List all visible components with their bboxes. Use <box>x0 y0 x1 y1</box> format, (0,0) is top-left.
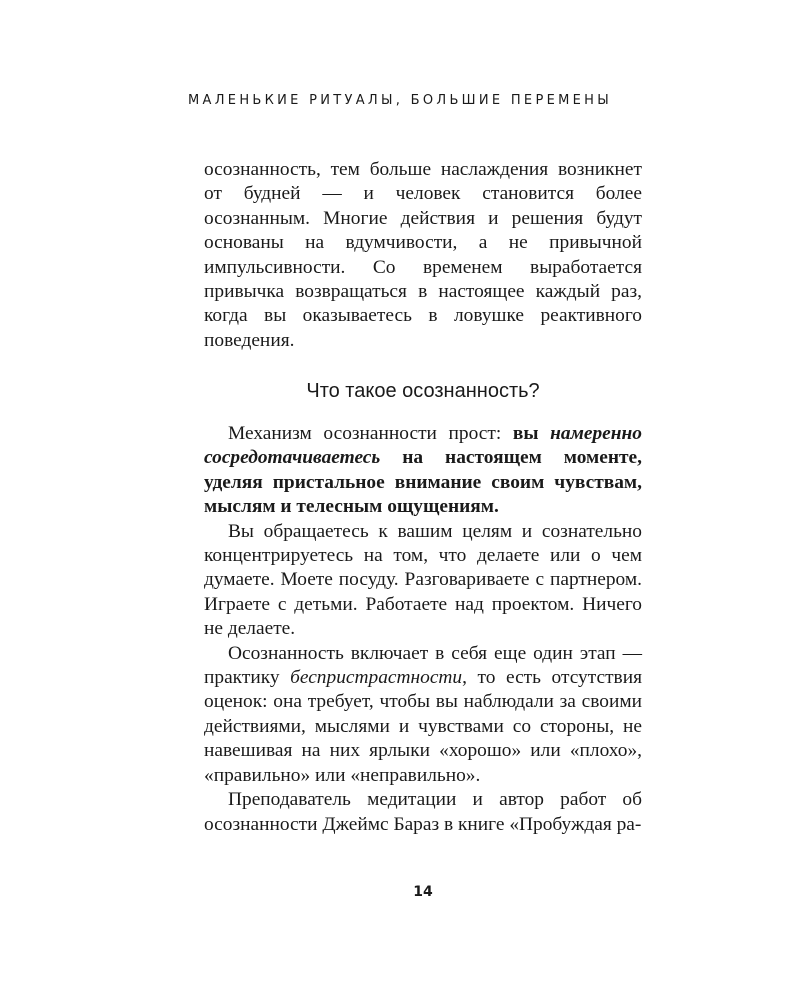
running-head: МАЛЕНЬКИЕ РИТУАЛЫ, БОЛЬШИЕ ПЕРЕМЕНЫ <box>188 93 612 108</box>
paragraph-3-tail: , то есть отсутствия оценок: она требует, чтобы вы наблюдали за своими действиями, мыслями и чувствами со стороны, не навешивая на них ярлыки «хорошо» или «плохо», «правильно» или «неправильно». <box>204 667 642 786</box>
paragraph-1-bold-start: вы <box>512 423 551 444</box>
paragraph-1-bold-end: на настоящем моменте, уделяя пристальное внимание своим чувствам, мыслям и телесным ощущениям. <box>204 447 642 518</box>
paragraph-3-lead: Осознанность включает в себя еще один этап — практику <box>204 642 642 689</box>
intro-text <box>204 158 642 353</box>
paragraph-3 <box>204 642 642 788</box>
paragraph-3-italic: беспристрастности <box>290 667 463 689</box>
paragraph-2: Вы обращаетесь к вашим целям и сознательно концентрируетесь на том, что делаете или о чем думаете. Моете посуду. Разговариваете с партнером. Играете с детьми. Работаете над проектом. Ничего не делаете. <box>204 520 642 640</box>
page-number: 14 <box>413 884 433 900</box>
intro-paragraph: осознанность, тем больше наслаждения возникнет от будней — и человек становится более осознанным. Многие действия и решения будут основаны на вдумчивости, а не привычной импульсивности. Со временем выработается привычка возвращаться в настоящее каждый раз, когда вы оказываетесь в ловушке реактивного поведения. <box>204 159 642 351</box>
paragraph-4: Преподаватель медитации и автор работ об осознанности Джеймс Бараз в книге «Пробуждая ра- <box>204 789 642 835</box>
paragraph-1-lead: Механизм осознанности прост: <box>228 423 513 444</box>
paragraph-1 <box>204 422 642 520</box>
section-heading: Что такое осознанность? <box>306 380 540 402</box>
paragraph-1-bold-italic: намеренно сосредотачиваетесь <box>204 423 642 469</box>
section-body <box>204 422 642 837</box>
